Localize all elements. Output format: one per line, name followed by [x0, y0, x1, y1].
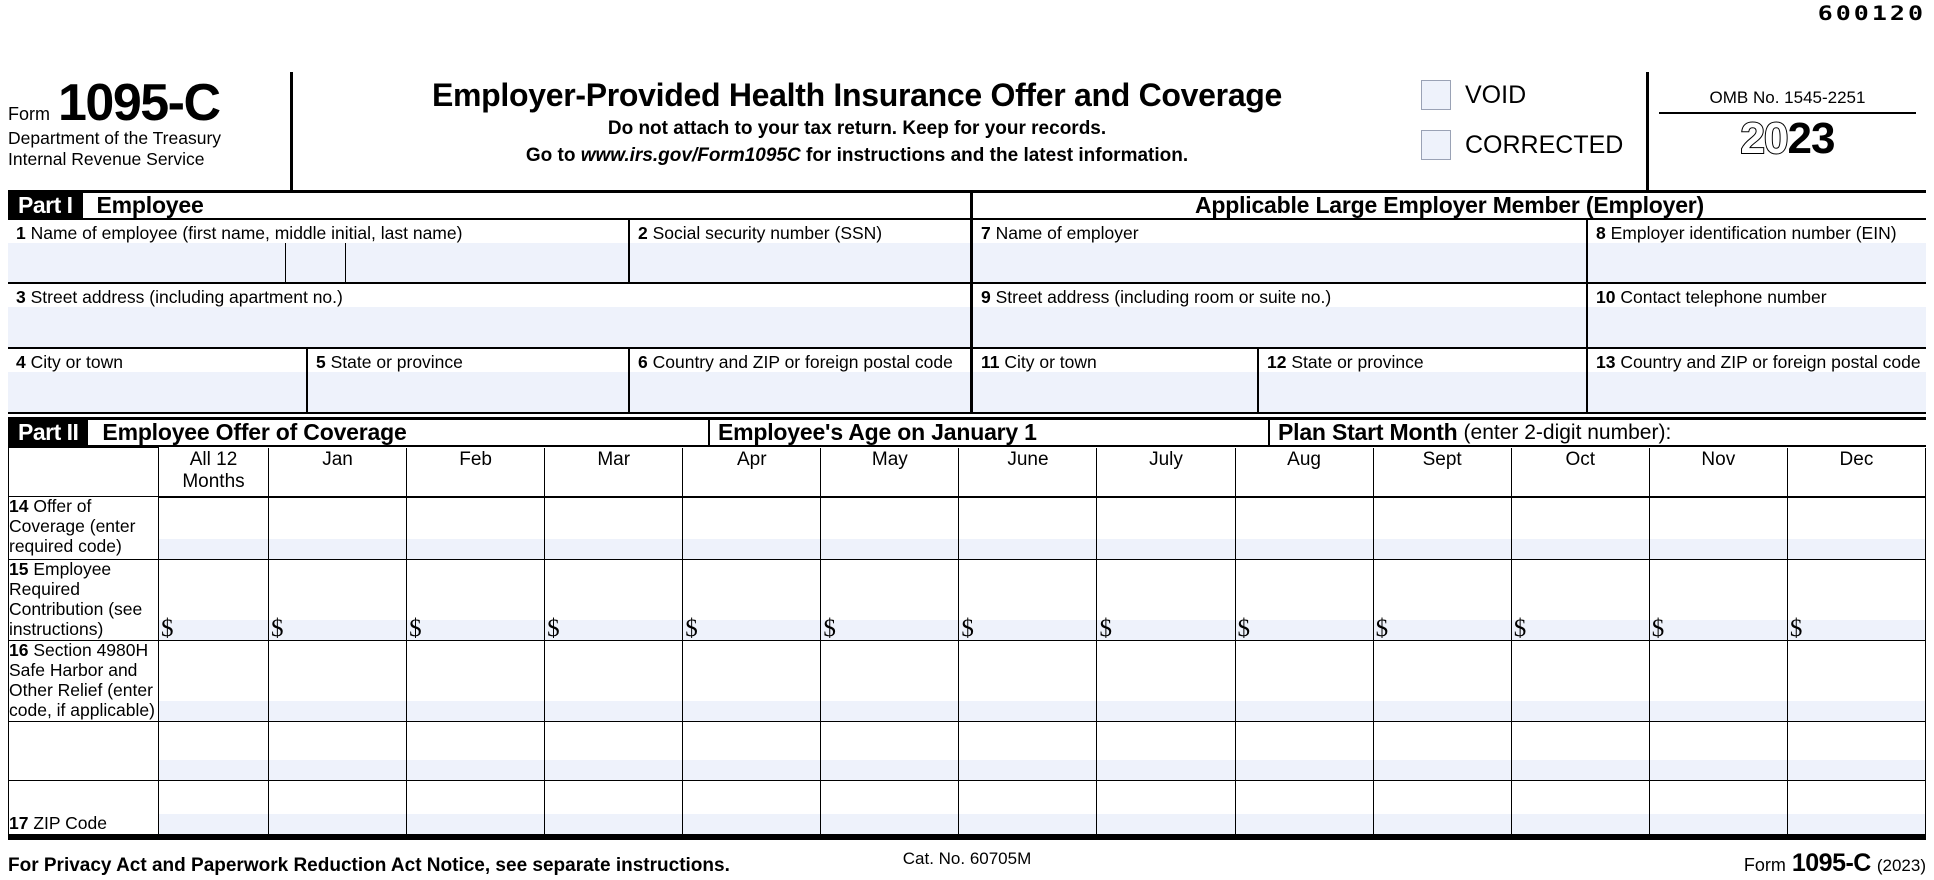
cell-shade — [1512, 539, 1649, 559]
line15-cell-mar[interactable] — [545, 560, 683, 641]
line16-cell-may[interactable] — [821, 640, 959, 721]
part2-plan-start-segment — [1270, 420, 1926, 445]
cell-shade — [159, 760, 268, 780]
line15-cell-oct[interactable] — [1511, 560, 1649, 641]
corrected-label: CORRECTED — [1465, 130, 1624, 159]
field-1-middle-initial-divider — [286, 243, 346, 282]
cell-shade — [1788, 701, 1925, 721]
line15-cell-dec[interactable] — [1787, 560, 1925, 641]
line16-cell-dec[interactable] — [1787, 640, 1925, 721]
goto-suffix-text: for instructions and the latest information. — [800, 145, 1189, 167]
line17-label — [9, 780, 159, 835]
cell-shade — [1788, 539, 1925, 559]
form-main-title: Employer-Provided Health Insurance Offer and Coverage — [431, 77, 1283, 113]
cell-shade — [159, 814, 268, 834]
field-7-employer-name[interactable] — [973, 220, 1588, 284]
field-1-first-name-divider — [8, 243, 286, 282]
field-3-number: 3 — [16, 287, 26, 307]
line17-cell-aug[interactable] — [1235, 780, 1373, 835]
employee-age-title: Employee's Age on January 1 — [718, 419, 1037, 445]
field-2-text: Social security number (SSN) — [652, 223, 883, 243]
field-6-input[interactable] — [630, 372, 970, 412]
cell-shade — [1374, 701, 1511, 721]
column-header-feb: Feb — [407, 448, 545, 497]
line15-cell-nov[interactable] — [1649, 560, 1787, 641]
line14-number: 14 — [9, 496, 29, 516]
cell-shade — [1097, 620, 1234, 640]
cell-shade — [545, 814, 682, 834]
dollar-sign: $ — [161, 614, 174, 642]
irs-website-link[interactable]: www.irs.gov/Form1095C — [580, 145, 801, 167]
cell-shade — [407, 701, 544, 721]
cell-shade — [1097, 539, 1234, 559]
cell-shade — [1650, 701, 1787, 721]
cell-shade — [1512, 620, 1649, 640]
document-serial-number: 600120 — [1817, 2, 1926, 25]
cell-shade — [1512, 814, 1649, 834]
field-13-input[interactable] — [1588, 372, 1926, 412]
cell-shade — [545, 539, 682, 559]
line17-cell-nov[interactable] — [1649, 780, 1787, 835]
line14-cell-all12[interactable] — [159, 497, 269, 560]
field-2-label — [630, 220, 970, 243]
field-2-input[interactable] — [630, 243, 970, 282]
cell-shade — [1374, 620, 1511, 640]
field-10-label — [1588, 284, 1926, 307]
line17-cell-apr[interactable] — [683, 780, 821, 835]
cell-shade — [683, 539, 820, 559]
form-identity-block — [8, 72, 293, 190]
unlabeled-cell-june[interactable] — [959, 721, 1097, 780]
cell-shade — [959, 701, 1096, 721]
line17-cell-june[interactable] — [959, 780, 1097, 835]
line17-cell-all12[interactable] — [159, 780, 269, 835]
cell-shade — [545, 620, 682, 640]
line14-cell-mar[interactable] — [545, 497, 683, 560]
line14-cell-oct[interactable] — [1511, 497, 1649, 560]
form-footer — [8, 849, 1926, 878]
part2-monthly-table — [8, 447, 1926, 840]
line15-cell-may[interactable] — [821, 560, 959, 641]
unlabeled-row-label — [9, 721, 159, 780]
part1-row-city-state-zip — [8, 349, 1926, 414]
dollar-sign: $ — [1099, 614, 1112, 642]
footer-form-year: (2023) — [1876, 856, 1926, 875]
line16-cell-nov[interactable] — [1649, 640, 1787, 721]
line16-cell-all12[interactable] — [159, 640, 269, 721]
cell-shade — [1097, 701, 1234, 721]
line14-cell-june[interactable] — [959, 497, 1097, 560]
cell-shade — [959, 814, 1096, 834]
part2-title: Employee Offer of Coverage — [102, 419, 407, 445]
line16-cell-apr[interactable] — [683, 640, 821, 721]
column-header-sept: Sept — [1373, 448, 1511, 497]
privacy-act-notice: For Privacy Act and Paperwork Reduction Act Notice, see separate instructions. — [8, 855, 730, 876]
line14-cell-aug[interactable] — [1235, 497, 1373, 560]
line15-cell-apr[interactable] — [683, 560, 821, 641]
dollar-sign: $ — [823, 614, 836, 642]
column-header-july: July — [1097, 448, 1235, 497]
field-4-city[interactable] — [8, 349, 308, 414]
column-header-mar: Mar — [545, 448, 683, 497]
line14-cell-nov[interactable] — [1649, 497, 1787, 560]
cell-shade — [1650, 814, 1787, 834]
line17-cell-july[interactable] — [1097, 780, 1235, 835]
line14-cell-sept[interactable] — [1373, 497, 1511, 560]
line16-cell-jan[interactable] — [269, 640, 407, 721]
unlabeled-cell-jan[interactable] — [269, 721, 407, 780]
part1-badge: Part I — [8, 192, 83, 219]
field-12-label — [1259, 349, 1586, 372]
cell-shade — [683, 760, 820, 780]
field-1-text: Name of employee (first name, middle initial, last name) — [30, 223, 463, 243]
field-6-number: 6 — [638, 352, 648, 372]
line14-cell-july[interactable] — [1097, 497, 1235, 560]
field-11-employer-city[interactable] — [973, 349, 1259, 414]
form-subtitle-attach-notice: Do not attach to your tax return. Keep for your records. — [607, 118, 1107, 140]
void-checkbox-row[interactable] — [1421, 80, 1646, 110]
void-label: VOID — [1465, 80, 1527, 109]
cell-shade — [821, 620, 958, 640]
field-9-text: Street address (including room or suite no.) — [995, 287, 1332, 307]
field-4-number: 4 — [16, 352, 26, 372]
table-row-line17 — [9, 780, 1926, 835]
field-10-number: 10 — [1596, 287, 1616, 307]
cell-shade — [269, 539, 406, 559]
tax-year-digits: 23 — [1787, 114, 1835, 163]
line16-cell-aug[interactable] — [1235, 640, 1373, 721]
field-10-input[interactable] — [1588, 307, 1926, 347]
field-8-ein[interactable] — [1588, 220, 1926, 284]
cell-shade — [1236, 814, 1373, 834]
cell-shade — [159, 539, 268, 559]
cell-shade — [269, 620, 406, 640]
field-1-employee-name[interactable] — [8, 220, 630, 284]
cell-shade — [821, 814, 958, 834]
column-header-may: May — [821, 448, 959, 497]
line15-label — [9, 560, 159, 641]
dollar-sign: $ — [961, 614, 974, 642]
field-5-text: State or province — [330, 352, 463, 372]
field-11-input[interactable] — [973, 372, 1257, 412]
line14-label — [9, 497, 159, 560]
cell-shade — [545, 701, 682, 721]
field-7-text: Name of employer — [995, 223, 1139, 243]
cell-shade — [821, 701, 958, 721]
line16-cell-june[interactable] — [959, 640, 1097, 721]
dollar-sign: $ — [1375, 614, 1389, 642]
monthly-codes-table — [8, 447, 1926, 837]
field-8-label — [1588, 220, 1926, 243]
catalog-number: Cat. No. 60705M — [902, 849, 1032, 868]
cell-shade — [1650, 539, 1787, 559]
unlabeled-cell-oct[interactable] — [1511, 721, 1649, 780]
form-word-label: Form — [8, 104, 50, 124]
part1-employee-title: Employee — [96, 192, 204, 218]
corrected-checkbox[interactable] — [1421, 130, 1451, 160]
line14-cell-may[interactable] — [821, 497, 959, 560]
line17-cell-may[interactable] — [821, 780, 959, 835]
cell-shade — [1374, 539, 1511, 559]
cell-shade — [1788, 620, 1925, 640]
field-3-street-address[interactable] — [8, 284, 973, 349]
field-6-label — [630, 349, 970, 372]
table-corner-cell — [9, 448, 159, 497]
cell-shade — [407, 539, 544, 559]
part2-age-segment — [710, 420, 1270, 445]
part2-coverage-segment — [8, 420, 710, 445]
field-5-number: 5 — [316, 352, 326, 372]
cell-shade — [269, 760, 406, 780]
part2-header-bar — [8, 417, 1926, 447]
table-row-line16 — [9, 640, 1926, 721]
cell-shade — [407, 760, 544, 780]
field-7-label — [973, 220, 1586, 243]
unlabeled-cell-apr[interactable] — [683, 721, 821, 780]
column-header-nov: Nov — [1649, 448, 1787, 497]
dollar-sign: $ — [1513, 614, 1527, 642]
column-header-oct: Oct — [1511, 448, 1649, 497]
line17-cell-feb[interactable] — [407, 780, 545, 835]
field-10-contact-phone[interactable] — [1588, 284, 1926, 349]
field-5-label — [308, 349, 628, 372]
field-8-input[interactable] — [1588, 243, 1926, 282]
cell-shade — [959, 539, 1096, 559]
unlabeled-cell-feb[interactable] — [407, 721, 545, 780]
cell-shade — [1236, 701, 1373, 721]
column-header-dec: Dec — [1787, 448, 1925, 497]
line17-number: 17 — [9, 812, 29, 833]
dollar-sign: $ — [1651, 614, 1665, 642]
line17-text: ZIP Code — [33, 812, 107, 833]
cell-shade — [959, 760, 1096, 780]
field-8-number: 8 — [1596, 223, 1606, 243]
cell-shade — [959, 620, 1096, 640]
tax-year — [1649, 116, 1926, 162]
table-row-line14 — [9, 497, 1926, 560]
unlabeled-cell-nov[interactable] — [1649, 721, 1787, 780]
line17-cell-jan[interactable] — [269, 780, 407, 835]
line16-text: Section 4980H Safe Harbor and Other Relief (enter code, if applicable) — [9, 639, 155, 720]
line14-cell-feb[interactable] — [407, 497, 545, 560]
cell-shade — [1650, 760, 1787, 780]
cell-shade — [1236, 620, 1373, 640]
field-5-state[interactable] — [308, 349, 630, 414]
line16-cell-feb[interactable] — [407, 640, 545, 721]
field-10-text: Contact telephone number — [1620, 287, 1827, 307]
cell-shade — [1374, 814, 1511, 834]
column-header-jan: Jan — [269, 448, 407, 497]
field-7-input[interactable] — [973, 243, 1586, 282]
void-checkbox[interactable] — [1421, 80, 1451, 110]
cell-shade — [545, 760, 682, 780]
part1-row-name — [8, 220, 1926, 284]
line15-cell-sept[interactable] — [1373, 560, 1511, 641]
dollar-sign: $ — [1237, 614, 1251, 642]
department-line-2: Internal Revenue Service — [8, 148, 205, 169]
unlabeled-cell-july[interactable] — [1097, 721, 1235, 780]
form-title-block — [293, 72, 1421, 190]
part1-employer-segment — [973, 193, 1926, 218]
cell-shade — [1236, 539, 1373, 559]
field-2-number: 2 — [638, 223, 648, 243]
line16-number: 16 — [9, 639, 29, 660]
field-4-text: City or town — [30, 352, 123, 372]
field-13-number: 13 — [1596, 352, 1616, 372]
line16-cell-mar[interactable] — [545, 640, 683, 721]
cell-shade — [159, 701, 268, 721]
dollar-sign: $ — [685, 614, 698, 642]
cell-shade — [683, 701, 820, 721]
corrected-checkbox-row[interactable] — [1421, 130, 1646, 160]
cell-shade — [407, 620, 544, 640]
dollar-sign: $ — [547, 614, 560, 642]
footer-form-identity — [1744, 849, 1926, 878]
part1-row-street — [8, 284, 1926, 349]
field-9-input[interactable] — [973, 307, 1586, 347]
cell-shade — [1512, 760, 1649, 780]
field-8-text: Employer identification number (EIN) — [1610, 223, 1897, 243]
field-3-input[interactable] — [8, 307, 970, 347]
dollar-sign: $ — [271, 614, 284, 642]
cell-shade — [821, 760, 958, 780]
department-line-1: Department of the Treasury — [8, 127, 222, 148]
cell-shade — [1374, 760, 1511, 780]
dollar-sign: $ — [409, 614, 422, 642]
field-9-employer-street[interactable] — [973, 284, 1588, 349]
line15-cell-all12[interactable] — [159, 560, 269, 641]
goto-prefix-text: Go to — [525, 145, 581, 167]
line17-cell-dec[interactable] — [1787, 780, 1925, 835]
field-12-number: 12 — [1267, 352, 1287, 372]
line17-cell-oct[interactable] — [1511, 780, 1649, 835]
cell-shade — [821, 539, 958, 559]
field-12-text: State or province — [1291, 352, 1424, 372]
line16-cell-july[interactable] — [1097, 640, 1235, 721]
field-6-country-zip[interactable] — [630, 349, 973, 414]
cell-shade — [407, 814, 544, 834]
omb-year-block — [1646, 72, 1926, 190]
cell-shade — [1512, 701, 1649, 721]
cell-shade — [1788, 760, 1925, 780]
footer-form-word: Form — [1743, 855, 1786, 875]
field-1-number: 1 — [16, 223, 26, 243]
field-6-text: Country and ZIP or foreign postal code — [652, 352, 953, 372]
column-header-apr: Apr — [683, 448, 821, 497]
field-11-text: City or town — [1004, 352, 1097, 372]
tax-year-century: 20 — [1740, 114, 1788, 163]
field-9-number: 9 — [981, 287, 991, 307]
cell-shade — [683, 620, 820, 640]
cell-shade — [683, 814, 820, 834]
part1-header-bar — [8, 190, 1926, 220]
field-1-input[interactable] — [8, 243, 628, 282]
field-4-label — [8, 349, 306, 372]
field-2-ssn[interactable] — [630, 220, 973, 284]
unlabeled-cell-sept[interactable] — [1373, 721, 1511, 780]
line14-cell-jan[interactable] — [269, 497, 407, 560]
table-row-line15 — [9, 560, 1926, 641]
form-header — [8, 72, 1926, 190]
field-5-input[interactable] — [308, 372, 628, 412]
field-11-label — [973, 349, 1257, 372]
cell-shade — [269, 814, 406, 834]
cell-shade — [1650, 620, 1787, 640]
line16-cell-oct[interactable] — [1511, 640, 1649, 721]
line15-text: Employee Required Contribution (see instructions) — [9, 559, 143, 639]
column-header-aug: Aug — [1235, 448, 1373, 497]
part1-employee-segment — [8, 193, 973, 218]
part2-badge: Part II — [8, 419, 88, 446]
line15-cell-july[interactable] — [1097, 560, 1235, 641]
field-1-label — [8, 220, 628, 243]
field-13-label — [1588, 349, 1926, 372]
column-header-all12: All 12 Months — [159, 448, 269, 497]
status-checkbox-group — [1421, 72, 1646, 190]
omb-number: OMB No. 1545-2251 — [1709, 88, 1866, 107]
plan-start-month-note: (enter 2-digit number): — [1463, 420, 1672, 444]
line14-cell-apr[interactable] — [683, 497, 821, 560]
footer-form-number: 1095-C — [1791, 849, 1871, 877]
field-4-input[interactable] — [8, 372, 306, 412]
field-11-number: 11 — [981, 352, 1000, 372]
field-7-number: 7 — [981, 223, 991, 243]
line14-cell-dec[interactable] — [1787, 497, 1925, 560]
line15-cell-aug[interactable] — [1235, 560, 1373, 641]
field-12-employer-state[interactable] — [1259, 349, 1588, 414]
line15-cell-jan[interactable] — [269, 560, 407, 641]
line16-label — [9, 640, 159, 721]
part1-field-grid — [8, 220, 1926, 414]
line16-cell-sept[interactable] — [1373, 640, 1511, 721]
unlabeled-cell-dec[interactable] — [1787, 721, 1925, 780]
field-3-text: Street address (including apartment no.) — [30, 287, 343, 307]
line17-cell-mar[interactable] — [545, 780, 683, 835]
field-12-input[interactable] — [1259, 372, 1586, 412]
field-9-label — [973, 284, 1586, 307]
cell-shade — [1097, 760, 1234, 780]
cell-shade — [159, 620, 268, 640]
field-3-label — [8, 284, 970, 307]
line15-number: 15 — [9, 559, 29, 579]
unlabeled-cell-all12[interactable] — [159, 721, 269, 780]
cell-shade — [1788, 814, 1925, 834]
cell-shade — [1236, 760, 1373, 780]
unlabeled-cell-aug[interactable] — [1235, 721, 1373, 780]
part1-employer-title: Applicable Large Employer Member (Employer) — [1194, 192, 1705, 218]
month-header-row — [9, 448, 1926, 497]
unlabeled-cell-may[interactable] — [821, 721, 959, 780]
unlabeled-cell-mar[interactable] — [545, 721, 683, 780]
column-header-june: June — [959, 448, 1097, 497]
dollar-sign: $ — [1789, 614, 1803, 642]
line15-cell-june[interactable] — [959, 560, 1097, 641]
form-number-title: 1095-C — [58, 74, 220, 132]
line14-text: Offer of Coverage (enter required code) — [9, 496, 136, 556]
cell-shade — [1097, 814, 1234, 834]
table-row-unlabeled — [9, 721, 1926, 780]
field-13-text: Country and ZIP or foreign postal code — [1620, 352, 1921, 372]
form-subtitle-website-notice — [293, 145, 1421, 167]
plan-start-month-title: Plan Start Month — [1278, 419, 1458, 445]
line15-cell-feb[interactable] — [407, 560, 545, 641]
field-13-employer-country-zip[interactable] — [1588, 349, 1926, 414]
cell-shade — [269, 701, 406, 721]
line17-cell-sept[interactable] — [1373, 780, 1511, 835]
